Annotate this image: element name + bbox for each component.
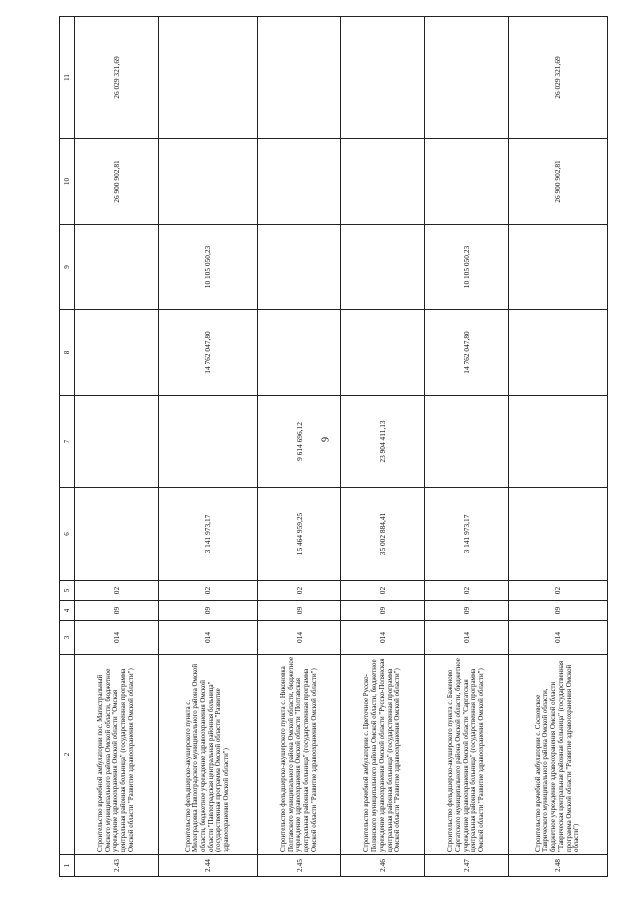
row-number: 2.44 — [158, 855, 257, 877]
col-header: 6 — [60, 488, 75, 581]
amount-cell: 26 029 321,69 — [75, 17, 159, 139]
code-cell: 02 — [158, 581, 257, 601]
amount-cell — [75, 396, 159, 488]
header-row — [60, 17, 75, 877]
amount-cell — [75, 225, 159, 310]
code-cell: 014 — [257, 621, 341, 655]
code-cell: 02 — [425, 581, 509, 601]
col-header: 7 — [60, 396, 75, 488]
amount-cell — [75, 488, 159, 581]
col-header: 11 — [60, 17, 75, 139]
amount-cell: 3 141 973,17 — [425, 488, 509, 581]
object-name: Строительство фельдшерско-акушерского пункта с. Баженово Саргатского муниципального района Омской области, бюджетное учреждение здравоохранения Омской области "Саргатская центральная районная больница" (государственная программа Омской области "Развитие здравоохранения Омской области") — [425, 655, 509, 855]
amount-cell: 26 900 902,81 — [75, 139, 159, 225]
object-name: Строительство фельдшерско-акушерского пункта с. Милоградовка Павлоградского муниципального района Омской области, бюджетное учреждение здравоохранения Омской области "Павлоградская центральная районная больница" (государственная программа Омской области "Развитие здравоохранения Омской области") — [158, 655, 257, 855]
row-number: 2.46 — [341, 855, 425, 877]
amount-cell — [158, 396, 257, 488]
amount-cell — [508, 310, 607, 396]
code-cell: 014 — [75, 621, 159, 655]
amount-cell: 3 141 973,17 — [158, 488, 257, 581]
amount-cell: 26 029 321,69 — [508, 17, 607, 139]
table-row — [341, 17, 425, 877]
table-row — [257, 17, 341, 877]
amount-cell: 10 105 050,23 — [425, 225, 509, 310]
amount-cell — [508, 225, 607, 310]
amount-cell — [75, 310, 159, 396]
amount-cell — [508, 488, 607, 581]
code-cell: 014 — [341, 621, 425, 655]
amount-cell — [425, 17, 509, 139]
object-name: Строительство врачебной амбулатории с. Сосновское Таврического муниципального района Омской области, бюджетное учреждение здравоохранения Омской области "Таврическая центральная районная больница" (государственная программа Омской области "Развитие здравоохранения Омской области") — [508, 655, 607, 855]
rotated-page — [59, 17, 608, 877]
col-header: 1 — [60, 855, 75, 877]
amount-cell: 35 002 884,41 — [341, 488, 425, 581]
code-cell: 014 — [508, 621, 607, 655]
amount-cell — [341, 139, 425, 225]
amount-cell — [341, 225, 425, 310]
amount-cell: 9 614 696,12 — [257, 396, 341, 488]
amount-cell — [341, 17, 425, 139]
amount-cell — [257, 310, 341, 396]
code-cell: 09 — [257, 601, 341, 621]
row-number: 2.45 — [257, 855, 341, 877]
table-row — [508, 17, 607, 877]
col-header: 5 — [60, 581, 75, 601]
object-name: Строительство врачебной амбулатории с. Цветочное Русско-Полянского муниципального района Омской области, бюджетное учреждение здравоохранения Омской области "Русско-Полянская центральная районная больница" (государственная программа Омской области "Развитие здравоохранения Омской области") — [341, 655, 425, 855]
table-row — [425, 17, 509, 877]
row-number: 2.43 — [75, 855, 159, 877]
table-row — [158, 17, 257, 877]
amount-cell — [341, 310, 425, 396]
code-cell: 09 — [75, 601, 159, 621]
amount-cell — [158, 17, 257, 139]
code-cell: 02 — [508, 581, 607, 601]
object-name: Строительство врачебной амбулатории пос. Магистральный Омского муниципального района Омской области, бюджетное учреждение здравоохранения Омской области "Омская центральная районная больница" (государственная программа Омской области "Развитие здравоохранения Омской области") — [75, 655, 159, 855]
col-header: 8 — [60, 310, 75, 396]
code-cell: 014 — [158, 621, 257, 655]
amount-cell: 26 900 902,81 — [508, 139, 607, 225]
amount-cell: 15 464 959,25 — [257, 488, 341, 581]
col-header: 3 — [60, 621, 75, 655]
code-cell: 09 — [425, 601, 509, 621]
row-number: 2.47 — [425, 855, 509, 877]
amount-cell: 14 762 047,80 — [158, 310, 257, 396]
amount-cell — [158, 139, 257, 225]
col-header: 4 — [60, 601, 75, 621]
col-header: 2 — [60, 655, 75, 855]
code-cell: 02 — [257, 581, 341, 601]
code-cell: 09 — [508, 601, 607, 621]
amount-cell: 23 904 411,13 — [341, 396, 425, 488]
budget-table — [59, 16, 608, 877]
amount-cell: 10 105 050,23 — [158, 225, 257, 310]
code-cell: 014 — [425, 621, 509, 655]
amount-cell — [257, 225, 341, 310]
amount-cell: 14 762 047,80 — [425, 310, 509, 396]
row-number: 2.48 — [508, 855, 607, 877]
amount-cell — [425, 139, 509, 225]
col-header: 10 — [60, 139, 75, 225]
page-number: 9 — [320, 437, 332, 442]
code-cell: 09 — [341, 601, 425, 621]
code-cell: 09 — [158, 601, 257, 621]
table-row — [75, 17, 159, 877]
amount-cell — [257, 17, 341, 139]
amount-cell — [508, 396, 607, 488]
amount-cell — [425, 396, 509, 488]
object-name: Строительство фельдшерско-акушерского пункта с. Никоновка Полтавского муниципального района Омской области, бюджетное учреждение здравоохранения Омской области "Полтавская центральная районная больница" (государственная программа Омской области "Развитие здравоохранения Омской области") — [257, 655, 341, 855]
code-cell: 02 — [75, 581, 159, 601]
amount-cell — [257, 139, 341, 225]
code-cell: 02 — [341, 581, 425, 601]
col-header: 9 — [60, 225, 75, 310]
